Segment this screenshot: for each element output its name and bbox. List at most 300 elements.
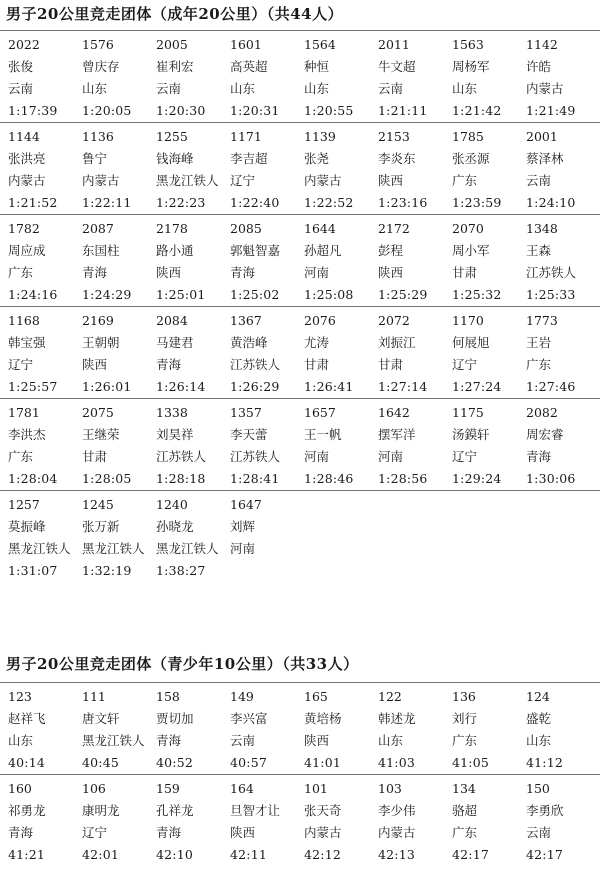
finish-time: 41:05 <box>452 755 490 770</box>
athlete-name: 蔡泽林 <box>526 151 564 166</box>
athlete-entry <box>302 777 377 865</box>
team-name: 辽宁 <box>452 449 478 464</box>
athlete-entry <box>376 33 451 121</box>
bib-number: 160 <box>8 781 32 796</box>
team-name: 陕西 <box>156 265 182 280</box>
team-name: 江苏铁人 <box>230 357 281 372</box>
bib-number: 2087 <box>82 221 114 236</box>
finish-time: 1:30:06 <box>526 471 576 486</box>
finish-time: 1:32:19 <box>82 563 132 578</box>
bib-number: 103 <box>378 781 402 796</box>
team-name: 云南 <box>230 733 256 748</box>
athlete-entry <box>524 401 599 489</box>
athlete-entry <box>228 217 303 305</box>
finish-time: 1:22:52 <box>304 195 354 210</box>
athlete-entry <box>450 777 525 865</box>
team-name: 甘肃 <box>304 357 330 372</box>
athlete-entry <box>302 217 377 305</box>
bib-number: 1367 <box>230 313 262 328</box>
finish-time: 41:12 <box>526 755 564 770</box>
athlete-entry <box>376 401 451 489</box>
bib-number: 2169 <box>82 313 114 328</box>
finish-time: 40:57 <box>230 755 268 770</box>
team-name: 黑龙江铁人 <box>156 173 219 188</box>
finish-time: 1:31:07 <box>8 563 58 578</box>
bib-number: 1357 <box>230 405 262 420</box>
finish-time: 1:23:59 <box>452 195 502 210</box>
athlete-name: 彭程 <box>378 243 404 258</box>
athlete-name: 莫振峰 <box>8 519 46 534</box>
athlete-entry <box>376 777 451 865</box>
athlete-entry <box>524 777 599 865</box>
finish-time: 1:20:30 <box>156 103 206 118</box>
athlete-name: 黄浩峰 <box>230 335 268 350</box>
finish-time: 1:22:40 <box>230 195 280 210</box>
team-name: 青海 <box>230 265 256 280</box>
athlete-name: 王一帆 <box>304 427 342 442</box>
bib-number: 2084 <box>156 313 188 328</box>
athlete-name: 王岩 <box>526 335 552 350</box>
athlete-name: 孔祥龙 <box>156 803 194 818</box>
team-name: 云南 <box>8 81 34 96</box>
bib-number: 1781 <box>8 405 40 420</box>
finish-time: 1:23:16 <box>378 195 428 210</box>
athlete-name: 种恒 <box>304 59 330 74</box>
athlete-name: 王继荣 <box>82 427 120 442</box>
athlete-entry <box>524 217 599 305</box>
team-name: 陕西 <box>82 357 108 372</box>
finish-time: 41:03 <box>378 755 416 770</box>
team-name: 山东 <box>526 733 552 748</box>
bib-number: 1601 <box>230 37 262 52</box>
finish-time: 1:26:29 <box>230 379 280 394</box>
team-name: 内蒙古 <box>304 173 342 188</box>
team-name: 黑龙江铁人 <box>156 541 219 556</box>
athlete-entry <box>228 309 303 397</box>
athlete-entry <box>524 685 599 773</box>
bib-number: 1240 <box>156 497 188 512</box>
bib-number: 165 <box>304 689 328 704</box>
athlete-entry <box>450 217 525 305</box>
athlete-entry <box>376 217 451 305</box>
athlete-entry <box>154 493 229 581</box>
bib-number: 123 <box>8 689 32 704</box>
athlete-name: 周杨军 <box>452 59 490 74</box>
bib-number: 1647 <box>230 497 262 512</box>
team-name: 黑龙江铁人 <box>82 733 145 748</box>
bib-number: 2072 <box>378 313 410 328</box>
athlete-name: 牛文超 <box>378 59 416 74</box>
team-name: 青海 <box>526 449 552 464</box>
athlete-entry <box>80 217 155 305</box>
athlete-entry <box>302 401 377 489</box>
bib-number: 136 <box>452 689 476 704</box>
team-name: 陕西 <box>378 265 404 280</box>
finish-time: 42:13 <box>378 847 416 862</box>
athlete-entry <box>80 125 155 213</box>
bib-number: 1773 <box>526 313 558 328</box>
team-name: 广东 <box>8 265 34 280</box>
finish-time: 41:21 <box>8 847 46 862</box>
athlete-entry <box>6 493 81 581</box>
results-row <box>0 30 600 123</box>
athlete-name: 尤涛 <box>304 335 330 350</box>
team-name: 山东 <box>8 733 34 748</box>
athlete-name: 盛乾 <box>526 711 552 726</box>
finish-time: 1:25:02 <box>230 287 280 302</box>
team-name: 青海 <box>8 825 34 840</box>
bib-number: 1338 <box>156 405 188 420</box>
bib-number: 2001 <box>526 129 558 144</box>
athlete-name: 东国柱 <box>82 243 120 258</box>
finish-time: 1:28:46 <box>304 471 354 486</box>
bib-number: 2075 <box>82 405 114 420</box>
bib-number: 1348 <box>526 221 558 236</box>
athlete-name: 张丞源 <box>452 151 490 166</box>
bib-number: 122 <box>378 689 402 704</box>
bib-number: 1136 <box>82 129 114 144</box>
bib-number: 1657 <box>304 405 336 420</box>
athlete-entry <box>524 33 599 121</box>
finish-time: 1:25:01 <box>156 287 206 302</box>
athlete-name: 李兴富 <box>230 711 268 726</box>
finish-time: 42:12 <box>304 847 342 862</box>
finish-time: 42:17 <box>526 847 564 862</box>
athlete-name: 黄培杨 <box>304 711 342 726</box>
finish-time: 1:17:39 <box>8 103 58 118</box>
athlete-entry <box>154 309 229 397</box>
team-name: 甘肃 <box>452 265 478 280</box>
athlete-name: 许皓 <box>526 59 552 74</box>
athlete-name: 祁勇龙 <box>8 803 46 818</box>
athlete-entry <box>228 777 303 865</box>
team-name: 云南 <box>156 81 182 96</box>
team-name: 广东 <box>452 173 478 188</box>
athlete-entry <box>154 401 229 489</box>
athlete-name: 李少伟 <box>378 803 416 818</box>
team-name: 山东 <box>304 81 330 96</box>
finish-time: 40:45 <box>82 755 120 770</box>
athlete-name: 李炎东 <box>378 151 416 166</box>
bib-number: 158 <box>156 689 180 704</box>
finish-time: 1:25:33 <box>526 287 576 302</box>
athlete-entry <box>302 685 377 773</box>
finish-time: 1:26:41 <box>304 379 354 394</box>
team-name: 云南 <box>378 81 404 96</box>
team-name: 河南 <box>304 265 330 280</box>
athlete-name: 李吉超 <box>230 151 268 166</box>
team-name: 江苏铁人 <box>230 449 281 464</box>
athlete-entry <box>450 309 525 397</box>
team-name: 山东 <box>82 81 108 96</box>
bib-number: 106 <box>82 781 106 796</box>
bib-number: 1785 <box>452 129 484 144</box>
athlete-entry <box>6 33 81 121</box>
athlete-entry <box>80 777 155 865</box>
athlete-entry <box>302 33 377 121</box>
team-name: 河南 <box>378 449 404 464</box>
athlete-entry <box>154 33 229 121</box>
athlete-entry <box>450 401 525 489</box>
section-title: 男子20公里竞走团体（成年20公里）（共44人） <box>6 5 344 23</box>
athlete-entry <box>6 309 81 397</box>
athlete-entry <box>80 33 155 121</box>
athlete-name: 张洪亮 <box>8 151 46 166</box>
finish-time: 1:22:11 <box>82 195 132 210</box>
athlete-entry <box>80 685 155 773</box>
bib-number: 134 <box>452 781 476 796</box>
athlete-name: 康明龙 <box>82 803 120 818</box>
athlete-name: 张天奇 <box>304 803 342 818</box>
team-name: 广东 <box>452 733 478 748</box>
bib-number: 1170 <box>452 313 484 328</box>
bib-number: 1644 <box>304 221 336 236</box>
finish-time: 1:28:18 <box>156 471 206 486</box>
athlete-name: 骆超 <box>452 803 478 818</box>
finish-time: 1:21:42 <box>452 103 502 118</box>
bib-number: 2153 <box>378 129 410 144</box>
athlete-entry <box>524 125 599 213</box>
athlete-name: 周小军 <box>452 243 490 258</box>
finish-time: 1:26:01 <box>82 379 132 394</box>
athlete-name: 王朝朝 <box>82 335 120 350</box>
athlete-entry <box>6 217 81 305</box>
bib-number: 1139 <box>304 129 336 144</box>
bib-number: 2172 <box>378 221 410 236</box>
team-name: 山东 <box>378 733 404 748</box>
finish-time: 42:17 <box>452 847 490 862</box>
team-name: 内蒙古 <box>8 173 46 188</box>
team-name: 青海 <box>156 357 182 372</box>
team-name: 辽宁 <box>452 357 478 372</box>
finish-time: 1:28:04 <box>8 471 58 486</box>
finish-time: 1:21:49 <box>526 103 576 118</box>
finish-time: 1:21:11 <box>378 103 428 118</box>
team-name: 辽宁 <box>8 357 34 372</box>
team-name: 辽宁 <box>230 173 256 188</box>
team-name: 陕西 <box>304 733 330 748</box>
bib-number: 2085 <box>230 221 262 236</box>
finish-time: 40:14 <box>8 755 46 770</box>
finish-time: 1:20:31 <box>230 103 280 118</box>
athlete-entry <box>228 493 303 581</box>
team-name: 黑龙江铁人 <box>8 541 71 556</box>
bib-number: 101 <box>304 781 328 796</box>
finish-time: 42:10 <box>156 847 194 862</box>
results-row <box>0 774 600 867</box>
athlete-name: 马建君 <box>156 335 194 350</box>
athlete-name: 张尧 <box>304 151 330 166</box>
athlete-entry <box>6 401 81 489</box>
athlete-name: 钱海峰 <box>156 151 194 166</box>
team-name: 内蒙古 <box>378 825 416 840</box>
finish-time: 1:21:52 <box>8 195 58 210</box>
bib-number: 1144 <box>8 129 40 144</box>
bib-number: 149 <box>230 689 254 704</box>
athlete-name: 刘振江 <box>378 335 416 350</box>
athlete-name: 周宏睿 <box>526 427 564 442</box>
bib-number: 2011 <box>378 37 410 52</box>
athlete-entry <box>524 309 599 397</box>
athlete-name: 韩述龙 <box>378 711 416 726</box>
finish-time: 1:24:29 <box>82 287 132 302</box>
athlete-entry <box>376 309 451 397</box>
athlete-entry <box>228 33 303 121</box>
bib-number: 150 <box>526 781 550 796</box>
bib-number: 1576 <box>82 37 114 52</box>
athlete-entry <box>376 125 451 213</box>
bib-number: 2082 <box>526 405 558 420</box>
athlete-name: 李洪杰 <box>8 427 46 442</box>
team-name: 广东 <box>8 449 34 464</box>
athlete-entry <box>154 685 229 773</box>
team-name: 广东 <box>452 825 478 840</box>
athlete-name: 赵祥飞 <box>8 711 46 726</box>
athlete-name: 唐文轩 <box>82 711 120 726</box>
athlete-name: 高英超 <box>230 59 268 74</box>
bib-number: 1564 <box>304 37 336 52</box>
bib-number: 1563 <box>452 37 484 52</box>
team-name: 江苏铁人 <box>526 265 577 280</box>
athlete-name: 旦智才让 <box>230 803 281 818</box>
finish-time: 1:25:57 <box>8 379 58 394</box>
athlete-entry <box>228 125 303 213</box>
athlete-entry <box>450 33 525 121</box>
finish-time: 1:28:05 <box>82 471 132 486</box>
results-row <box>0 398 600 491</box>
bib-number: 124 <box>526 689 550 704</box>
bib-number: 2070 <box>452 221 484 236</box>
athlete-name: 孙超凡 <box>304 243 342 258</box>
finish-time: 42:01 <box>82 847 120 862</box>
athlete-entry <box>154 217 229 305</box>
athlete-entry <box>6 685 81 773</box>
athlete-entry <box>80 493 155 581</box>
team-name: 青海 <box>156 733 182 748</box>
team-name: 云南 <box>526 825 552 840</box>
athlete-name: 刘辉 <box>230 519 256 534</box>
finish-time: 1:24:10 <box>526 195 576 210</box>
results-row <box>0 214 600 307</box>
bib-number: 1255 <box>156 129 188 144</box>
finish-time: 1:29:24 <box>452 471 502 486</box>
team-name: 内蒙古 <box>304 825 342 840</box>
team-name: 甘肃 <box>82 449 108 464</box>
team-name: 云南 <box>526 173 552 188</box>
athlete-name: 何展旭 <box>452 335 490 350</box>
athlete-name: 刘行 <box>452 711 478 726</box>
athlete-name: 王森 <box>526 243 552 258</box>
finish-time: 40:52 <box>156 755 194 770</box>
athlete-name: 周应成 <box>8 243 46 258</box>
athlete-name: 汤鏌轩 <box>452 427 490 442</box>
athlete-entry <box>302 309 377 397</box>
athlete-entry <box>450 685 525 773</box>
finish-time: 1:27:24 <box>452 379 502 394</box>
finish-time: 1:25:29 <box>378 287 428 302</box>
bib-number: 2022 <box>8 37 40 52</box>
athlete-entry <box>154 777 229 865</box>
finish-time: 41:01 <box>304 755 342 770</box>
bib-number: 1142 <box>526 37 558 52</box>
team-name: 山东 <box>452 81 478 96</box>
team-name: 河南 <box>304 449 330 464</box>
results-row <box>0 490 600 583</box>
finish-time: 1:22:23 <box>156 195 206 210</box>
athlete-name: 郭魁智嘉 <box>230 243 281 258</box>
athlete-name: 刘昊祥 <box>156 427 194 442</box>
athlete-entry <box>450 125 525 213</box>
athlete-entry <box>228 401 303 489</box>
team-name: 陕西 <box>230 825 256 840</box>
bib-number: 1257 <box>8 497 40 512</box>
team-name: 辽宁 <box>82 825 108 840</box>
finish-time: 1:25:08 <box>304 287 354 302</box>
finish-time: 1:26:14 <box>156 379 206 394</box>
bib-number: 1782 <box>8 221 40 236</box>
finish-time: 1:25:32 <box>452 287 502 302</box>
bib-number: 1168 <box>8 313 40 328</box>
bib-number: 159 <box>156 781 180 796</box>
finish-time: 1:28:41 <box>230 471 280 486</box>
results-row <box>0 122 600 215</box>
finish-time: 1:27:14 <box>378 379 428 394</box>
athlete-name: 孙晓龙 <box>156 519 194 534</box>
athlete-entry <box>6 777 81 865</box>
team-name: 内蒙古 <box>82 173 120 188</box>
team-name: 广东 <box>526 357 552 372</box>
bib-number: 1171 <box>230 129 262 144</box>
athlete-name: 摆军洋 <box>378 427 416 442</box>
athlete-name: 李勇欣 <box>526 803 564 818</box>
team-name: 山东 <box>230 81 256 96</box>
finish-time: 42:11 <box>230 847 268 862</box>
athlete-name: 张俊 <box>8 59 34 74</box>
team-name: 内蒙古 <box>526 81 564 96</box>
team-name: 河南 <box>230 541 256 556</box>
finish-time: 1:38:27 <box>156 563 206 578</box>
bib-number: 1245 <box>82 497 114 512</box>
finish-time: 1:20:05 <box>82 103 132 118</box>
athlete-entry <box>376 685 451 773</box>
finish-time: 1:27:46 <box>526 379 576 394</box>
athlete-name: 鲁宁 <box>82 151 108 166</box>
section-title: 男子20公里竞走团体（青少年10公里）（共33人） <box>6 655 359 673</box>
athlete-entry <box>6 125 81 213</box>
athlete-entry <box>80 401 155 489</box>
results-row <box>0 306 600 399</box>
athlete-entry <box>228 685 303 773</box>
bib-number: 1175 <box>452 405 484 420</box>
finish-time: 1:20:55 <box>304 103 354 118</box>
athlete-entry <box>302 125 377 213</box>
athlete-name: 崔利宏 <box>156 59 194 74</box>
finish-time: 1:24:16 <box>8 287 58 302</box>
bib-number: 2178 <box>156 221 188 236</box>
team-name: 甘肃 <box>378 357 404 372</box>
bib-number: 1642 <box>378 405 410 420</box>
bib-number: 2076 <box>304 313 336 328</box>
athlete-name: 曾庆存 <box>82 59 120 74</box>
team-name: 江苏铁人 <box>156 449 207 464</box>
athlete-name: 张万新 <box>82 519 120 534</box>
bib-number: 2005 <box>156 37 188 52</box>
team-name: 青海 <box>82 265 108 280</box>
finish-time: 1:28:56 <box>378 471 428 486</box>
athlete-entry <box>80 309 155 397</box>
team-name: 陕西 <box>378 173 404 188</box>
team-name: 黑龙江铁人 <box>82 541 145 556</box>
